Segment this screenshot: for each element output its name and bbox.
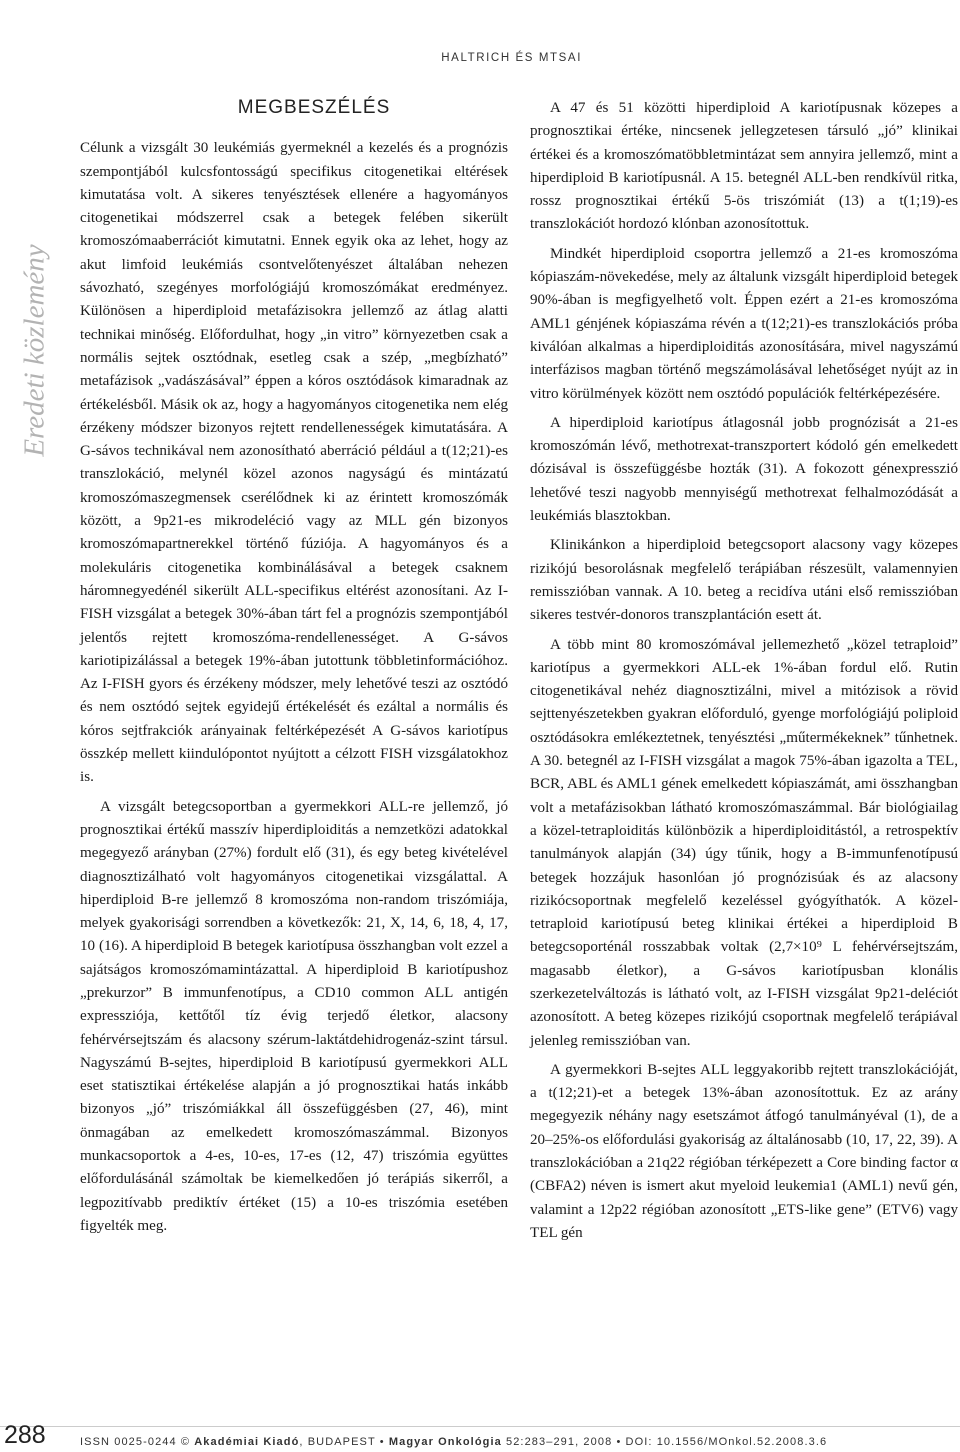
paragraph: A vizsgált betegcsoportban a gyermekkori ALL-re jellemző, jó prognosztikai értékű masszív hiperdiploiditás a nemzetközi adatokkal megegyező arányban (27%) fordult elő (31), és egy beteg kivételével diagnosztizálható volt hagyományos citogenetikai vizsgálattal. A hiperdiploid B-re jellemző 8 kromoszóma non-random triszómiája, melyek gyakorisági sorrendben a következők: 21, X, 14, 6, 18, 4, 17, 10 (16). A hiperdiploid B betegek kariotípusa összhangban volt ezzel a sajátságos kromoszómamintázattal. A hiperdiploid B kariotípushoz „prekurzor” B immunfenotípus, a CD10 common ALL antigén expressziója, kettőtől tíz évig terjedő életkor, alacsony fehérvérsejtszám és alacsony szérum-laktátdehidrogenáz-szint társul. Nagyszámú B-sejtes, hiperdiploid B kariotípusú gyermekkori ALL eset statisztikai értékelése alapján a jó prognosztikai hatás inkább bizonyos „jó” triszómiákkal áll összefüggésben (27, 46), mint önmagában az emelkedett kromoszómaszámmal. Bizonyos munkacsoportok a 4-es, 10-es, 17-es (12, 47) triszómia együttes előfordulásánál számoltak be kiemelkedően jó terápiás sikerről, a legpozitívabb prediktív értéket (15) a 10-es triszómia esetében figyelték meg.	[80, 798, 508, 1234]
footer-city: , BUDAPEST •	[299, 1436, 389, 1448]
section-type-text: Eredeti közlemény	[18, 243, 51, 457]
paragraph: A hiperdiploid kariotípus átlagosnál jobb prognózisát a 21-es kromoszómán lévő, methotrexat-transzportert kódoló gén emelkedett dózisával is összefüggésbe hozták (31). A fokozott génexpresszió lehetővé teszi nagyobb mennyiségű methotrexat felhalmozódását a leukémiás blasztokban.	[530, 414, 958, 525]
left-column	[80, 96, 508, 1238]
paragraph: A 47 és 51 közötti hiperdiploid A kariotípusnak közepes a prognosztikai értéke, nincsenek jellegzetesen társuló „jó” klinikai értékei és a kromoszómatöbbletmintázat sem annyira jellemző, mint a hiperdiploid B kariotípusnál. A 15. betegnél ALL-ben rendkívül ritka, rossz prognosztikai értékű 5-ös triszómiát (13) a t(1;19)-es transzlokációt hordozó klónban azonosítottuk.	[530, 100, 958, 233]
right-column	[530, 97, 958, 1245]
page-number: 288	[4, 1421, 46, 1449]
footer-publisher: Akadémiai Kiadó	[194, 1436, 300, 1448]
paragraph: Mindkét hiperdiploid csoportra jellemző a 21-es kromoszóma kópiaszám-növekedése, mely az általunk vizsgált hiperdiploid betegek 90%-ában is megfigyelhető volt. Éppen ezért a 21-es kromoszóma AML1 génjének kópiaszáma révén a t(12;21)-es transzlokációs próba kiválóan alkalmas a hiperdiploiditás azonosítására, mivel nagyszámú interfázisos magban történő megszámolásával lehetőséget nyújt az in vitro körülmények között nem osztódó populációk feltérképezésére.	[530, 245, 958, 402]
paragraph: A gyermekkori B-sejtes ALL leggyakoribb rejtett transzlokációját, a t(12;21)-et a betegek 13%-ában azonosítottuk. Ez az arány megegyezik néhány nagy esetszámot átfogó tanulmányéval (1), de a 20–25%-os előfordulási gyakoriság az általánosabb (10, 17, 22, 39). A transzlokációban a 21q22 régióban térképezett a Core binding factor α (CBFA2) néven is ismert akut myeloid leukemia1 (AML1) nevű gén, valamint a 12p22 régióban azonosított „ETS-like gene” (ETV6) vagy TEL gén	[530, 1061, 958, 1241]
running-head: HALTRICH ÉS MTSAI	[441, 52, 582, 64]
footer-citation	[80, 1436, 955, 1448]
section-type-label	[20, 230, 50, 470]
footer-journal: Magyar Onkológia	[388, 1436, 502, 1448]
footer-issn: ISSN 0025-0244 ©	[80, 1436, 195, 1448]
paragraph: A több mint 80 kromoszómával jellemezhető „közel tetraploid” kariotípus a gyermekkori ALL-ek 1%-ában fordul elő. Rutin citogenetikával nehéz diagnosztizálni, mivel a mitózisok a rövid sejttenyészetekben gyakran előforduló, gyenge morfológiájú poliploid osztódásokra emlékeztetnek, tenyésztési „műtermékeknek” tűnhetnek. A 30. betegnél az I-FISH vizsgálat a magok 75%-ában igazolta a TEL, BCR, ABL és AML1 gének emelkedett kópiaszámát, ami összhangban volt a metafázisokban látható kromoszómaszámmal. Bár biológiailag a közel-tetraploiditás különbözik a hiperdiploiditástól, a retrospektív tanulmányok alapján (34) úgy tűnik, hogy a B-immunfenotípusú betegek hozzájuk hasonlóan jó prognózisúak és az alacsony rizikócsoportnak megfelelő kezeléssel gyógyíthatók. A közel-tetraploid kariotípusú beteg klinikai értékei a hiperdiploid B betegcsoporténál rosszabbak voltak (2,7×10⁹ L fehérvérsejtszám, magasabb életkor), a G-sávos kariotípusban klonális szerkezetelváltozás is látható volt, az I-FISH vizsgálat 9p21-deléciót azonosított. A beteg közepes rizikójú csoportnak megfelelő terápiával jelenleg remisszióban van.	[530, 636, 958, 1049]
paragraph: Klinikánkon a hiperdiploid betegcsoport alacsony vagy közepes rizikójú besorolásnak megfelelő terápiában részesült, valamennyien remisszióban vannak. A 10. beteg a recidíva utáni első remisszióban sikeres testvér-donoros transzplantáción esett át.	[530, 537, 958, 624]
paragraph: Célunk a vizsgált 30 leukémiás gyermeknél a kezelés és a prognózis szempontjából kulcsfontosságú specifikus citogenetikai eltérések kimutatása volt. A sikeres tenyésztések ellenére a hagyományos citogenetikai módszerrel csak a betegek felében sikerült kromoszómaaberrációt kimutatni. Ennek egyik oka az lehet, hogy az akut limfoid leukémiás csontvelőtenyészet általában nehezen sávozható, szegényes morfológiájú kromoszómákat eredményez. Különösen a hiperdiploid metafázisokra jellemző az átlag alatti technikai minőség. Előfordulhat, hogy „in vitro” környezetben csak a normális sejtek osztódnak, esetleg csak a szép, „megbízható” metafázisok „vadászásával” éppen a kóros osztódások kimaradnak az értékelésből. Másik ok az, hogy a hagyományos citogenetika nem elég érzékeny módszer bizonyos rejtett rendellenességek kimutatására. A G-sávos technikával nem azonosítható aberráció például a t(12;21)-es transzlokáció, melynél közel azonos nagyságú és mintázatú kromoszómaszegmensek cserélődnek ki az érintett kromoszómák között, a 9p21-es mikrodeléció vagy az MLL gén bizonyos kromoszómapartnerekkel történő fúziója. A hagyományos és a molekuláris citogenetika kombinálásával a betegek csaknem háromnegyedénél sikerült ALL-specifikus eltérést azonosítani. Az I-FISH vizsgálat a betegek 30%-ában tárt fel a prognózis szempontjából jelentős rejtett kromoszóma-rendellenességet. A G-sávos kariotipizálással a betegek 19%-ában jutottunk többletinformációhoz. Az I-FISH gyors és érzékeny módszer, mely lehetővé teszi az osztódó és nem osztódó sejtek egyidejű értékelését és ezáltal a normális és kóros sejtfrakciók arányainak feltérképezését A G-sávos kariotípus összkép mellett kiindulópontot nyújtott a célzott FISH vizsgálatokhoz is.	[80, 140, 508, 786]
footer-doi: 52:283–291, 2008 • DOI: 10.1556/MOnkol.52.2008.3.6	[501, 1436, 828, 1448]
footer-divider	[0, 1426, 960, 1427]
section-heading: MEGBESZÉLÉS	[237, 97, 391, 118]
